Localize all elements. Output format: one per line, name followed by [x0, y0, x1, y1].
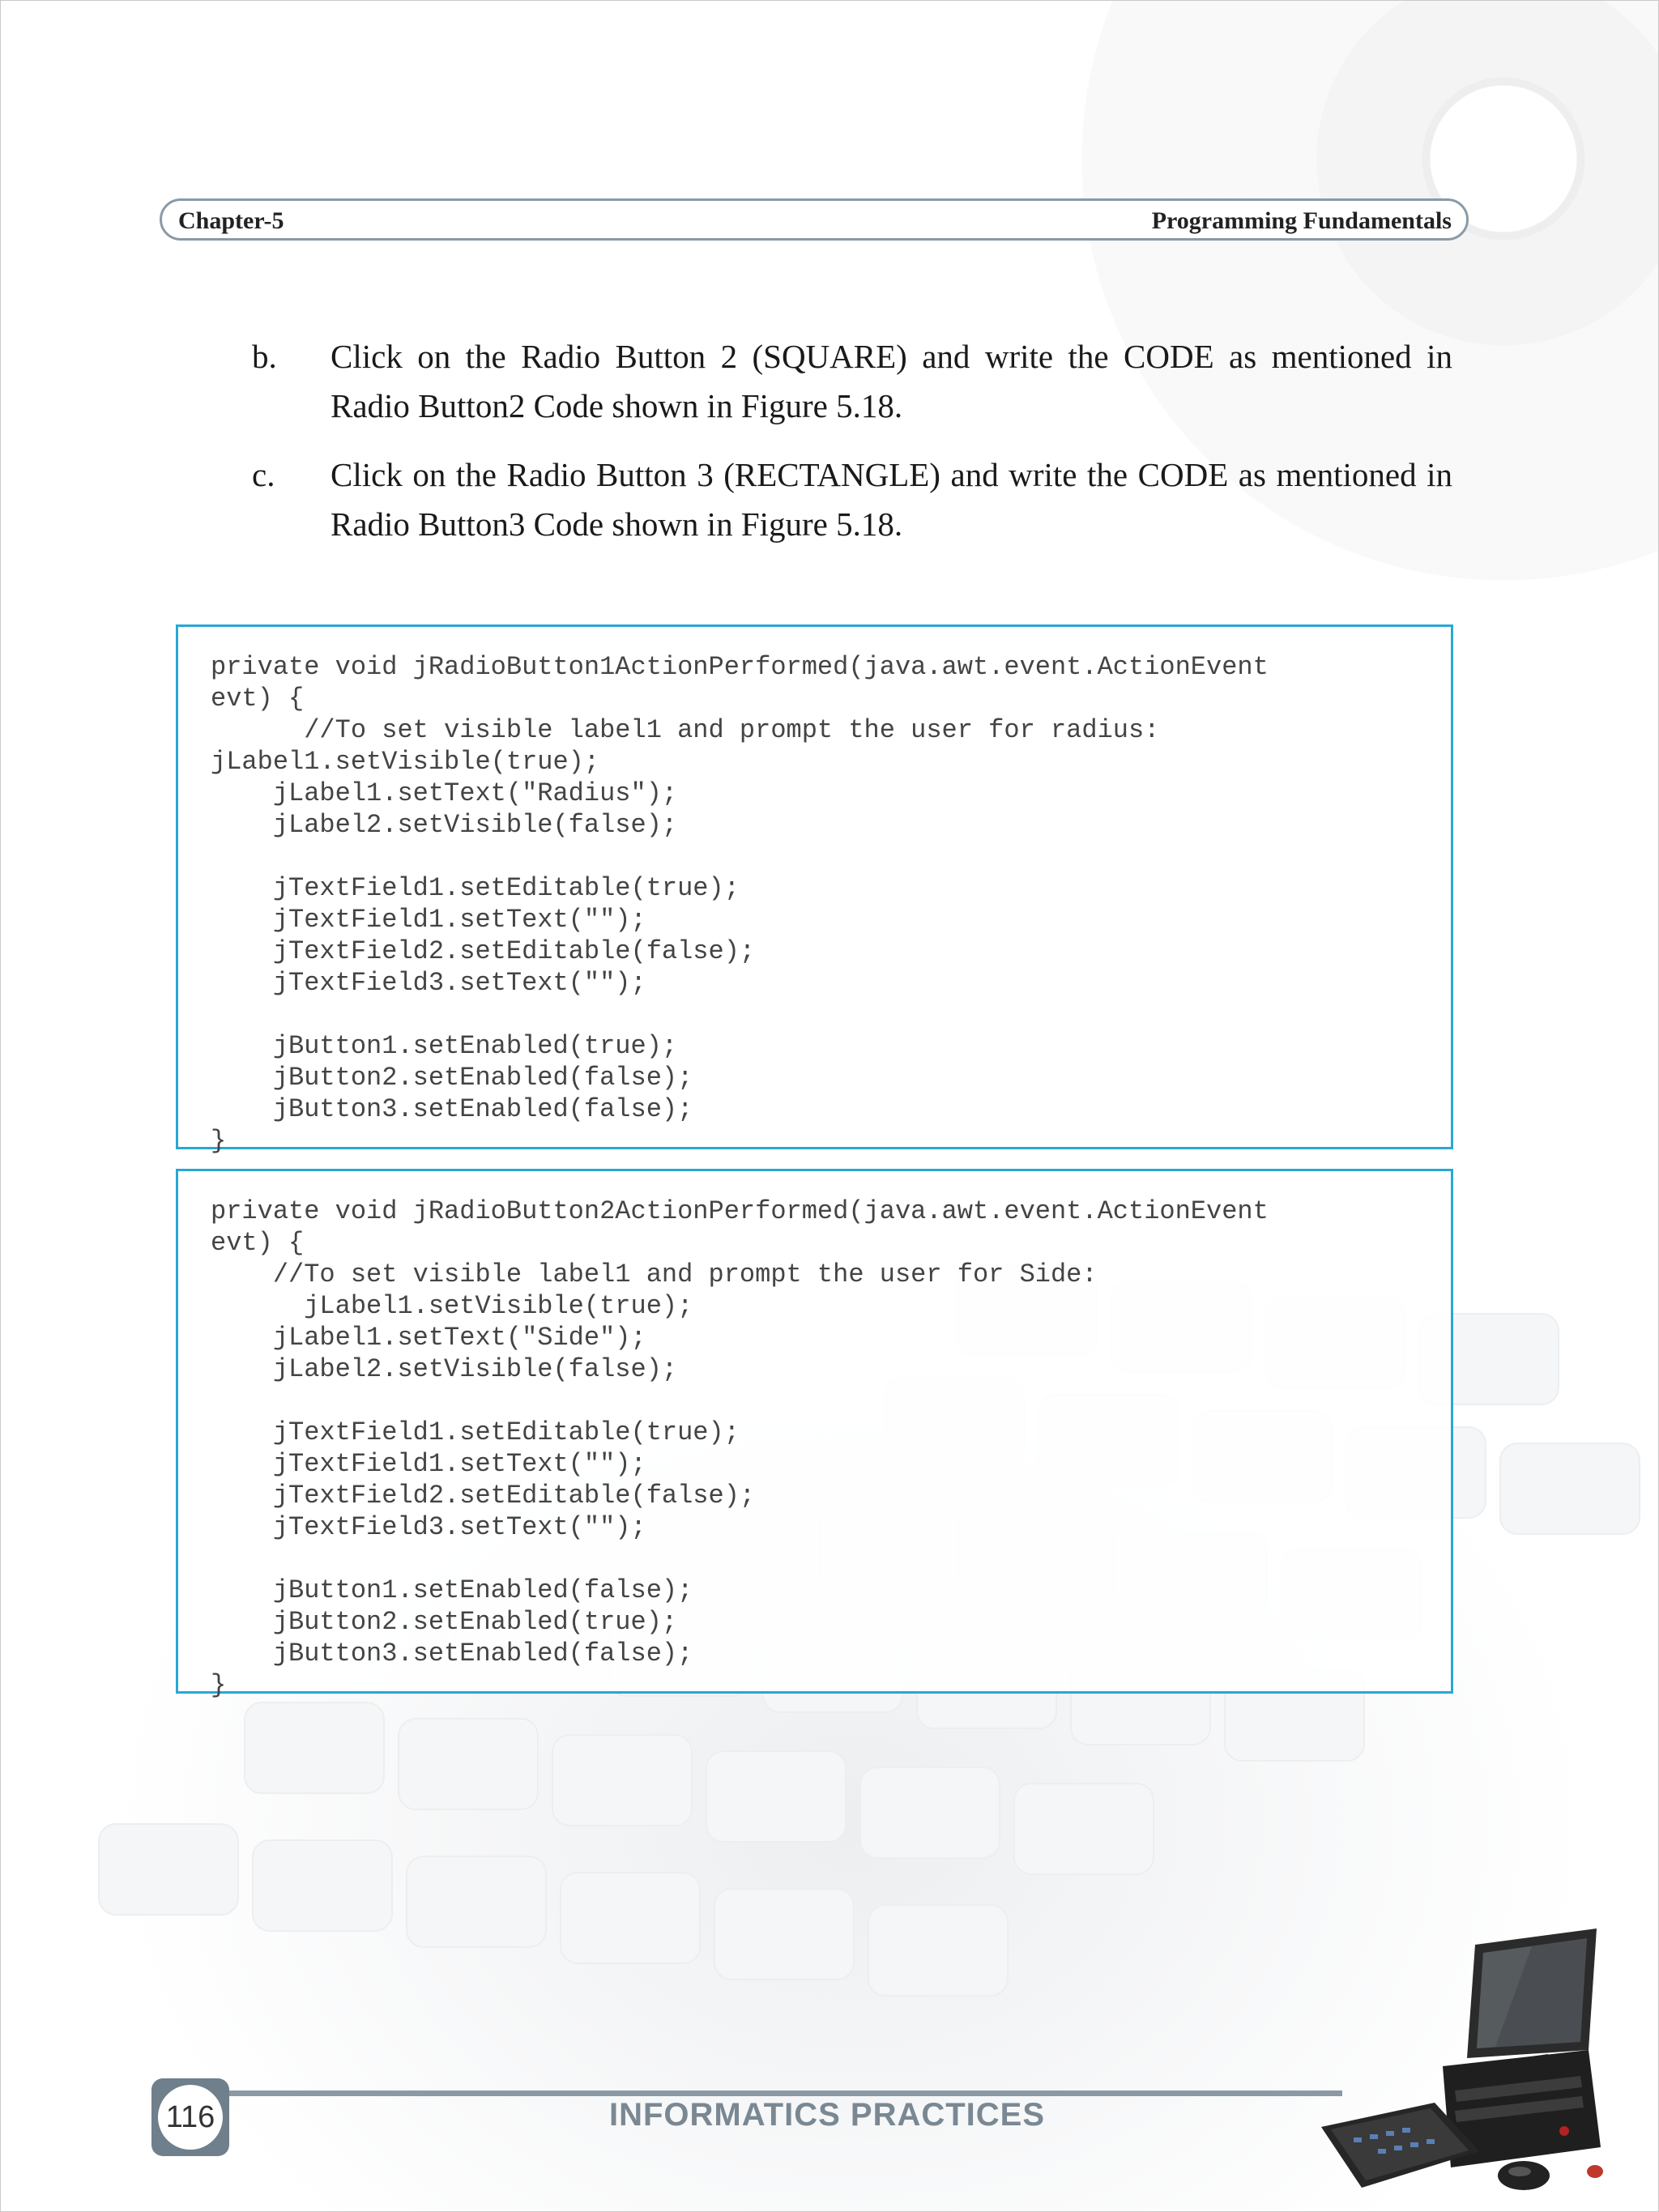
instruction-text: Click on the Radio Button 2 (SQUARE) and write the CODE as mentioned in Radio Button2 Code shown in Figure 5.18. [331, 338, 1452, 424]
instruction-marker: c. [252, 456, 275, 493]
page-number: 116 [158, 2085, 223, 2150]
chapter-header [160, 198, 1469, 241]
code-listing: private void jRadioButton1ActionPerformed(java.awt.event.ActionEvent evt) { //To set visible label1 and prompt the user for radius: jLabel1.setVisible(true); jLabel1.setText("Radius"); jLabel2.setVisible(false); jTextField1.setEditable(true); jTextField1.setText(""); jTextField2.setEditable(false); jTextField3.setText(""); jButton1.setEnabled(true); jButton2.setEnabled(false); jButton3.setEnabled(false); } [211, 652, 1269, 1156]
book-title: INFORMATICS PRACTICES [608, 2097, 1046, 2133]
chapter-label: Chapter-5 [178, 207, 284, 234]
footer-divider [224, 2091, 1342, 2096]
computer-illustration-icon [1321, 1929, 1605, 2196]
instruction-marker: b. [252, 338, 277, 375]
instruction-text: Click on the Radio Button 3 (RECTANGLE) and write the CODE as mentioned in Radio Button3 Code shown in Figure 5.18. [331, 456, 1452, 543]
instruction-item [252, 450, 1452, 549]
instruction-item [252, 332, 1452, 431]
code-block-radio-button-1 [176, 624, 1453, 1156]
code-listing: private void jRadioButton2ActionPerformed(java.awt.event.ActionEvent evt) { //To set visible label1 and prompt the user for Side: jLabel1.setVisible(true); jLabel1.setText("Side"); jLabel2.setVisible(false); jTextField1.setEditable(true); jTextField1.setText(""); jTextField2.setEditable(false); jTextField3.setText(""); jButton1.setEnabled(false); jButton2.setEnabled(true); jButton3.setEnabled(false); } [211, 1196, 1269, 1700]
section-title: Programming Fundamentals [1151, 207, 1452, 234]
page-number-badge [151, 2078, 229, 2156]
code-block-radio-button-2 [176, 1169, 1453, 1700]
